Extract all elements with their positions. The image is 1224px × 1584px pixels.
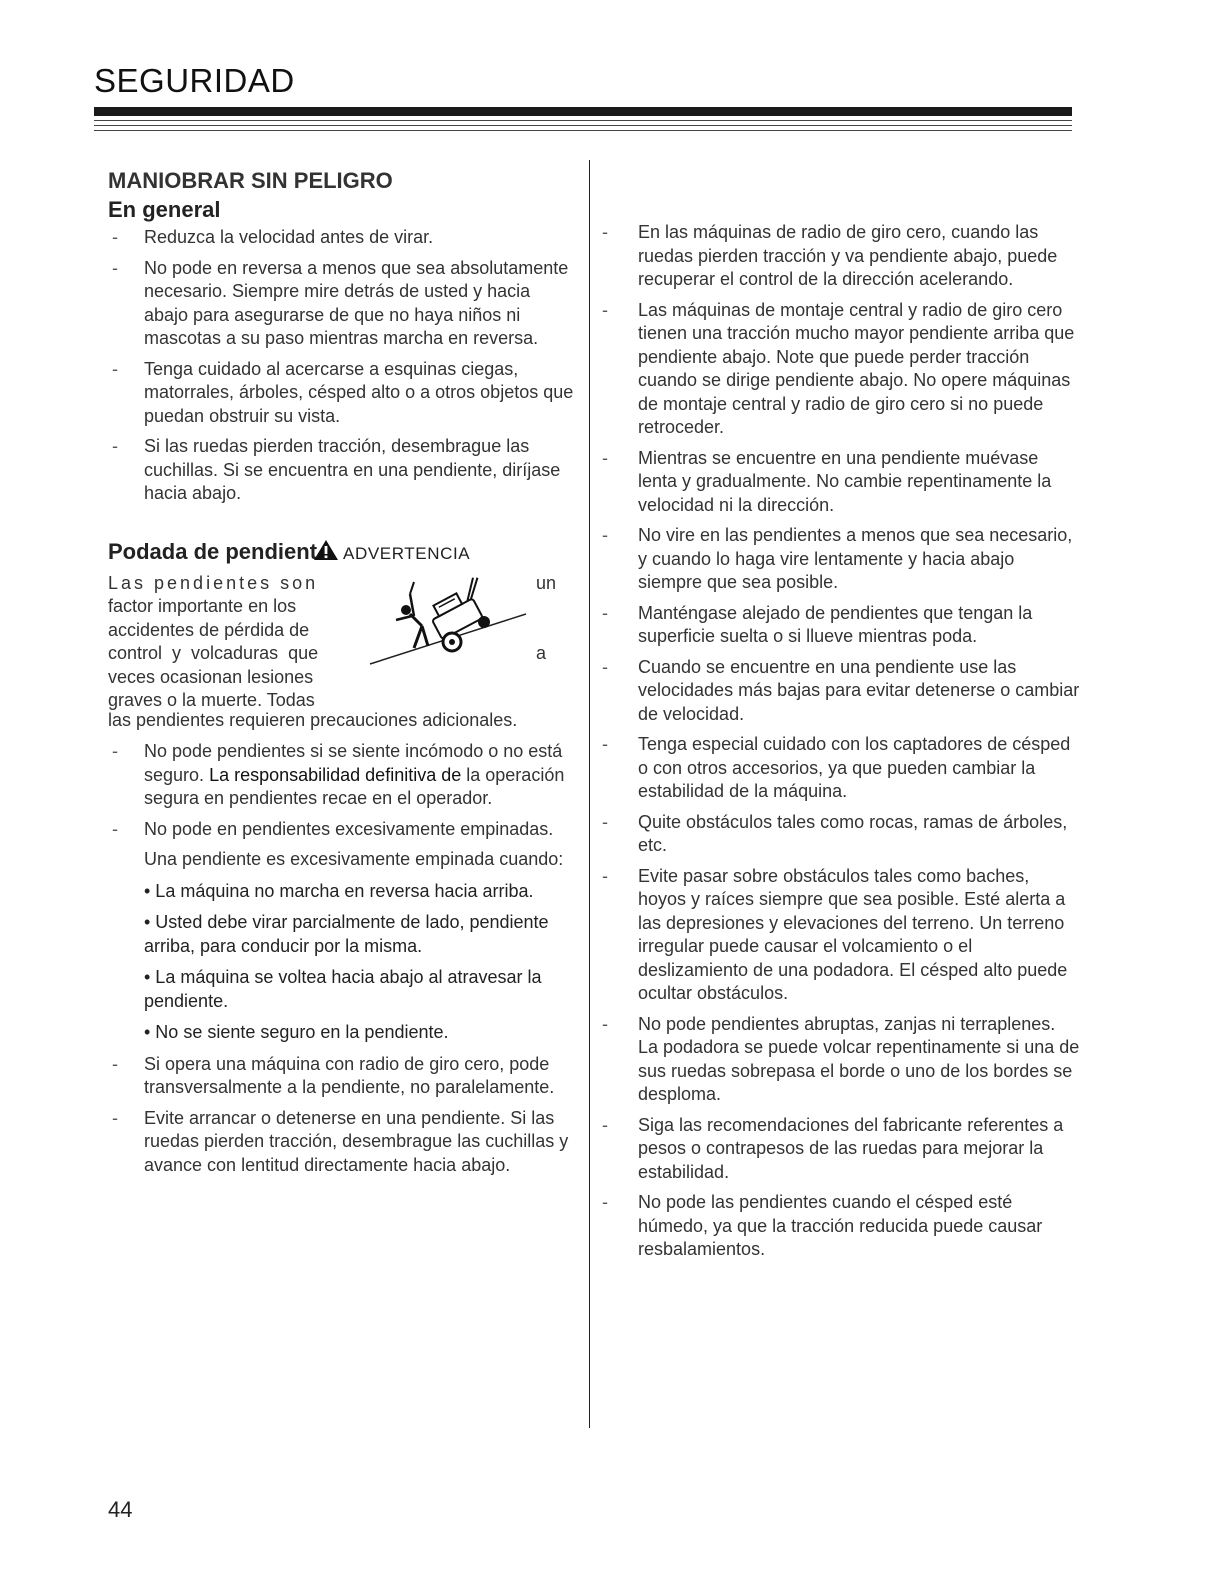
slope-mower-illustration	[366, 574, 536, 669]
list-item: - No pode en reversa a menos que sea absolutamente necesario. Siempre mire detrás de usted y hacia abajo para asegurarse de que no haya niños ni mascotas a su paso mientras marcha en reversa.	[112, 257, 569, 348]
list-item: - Reduzca la velocidad antes de virar.	[112, 227, 434, 247]
general-list	[108, 226, 578, 506]
list-item: - Cuando se encuentre en una pendiente use las velocidades más bajas para evitar detenerse o cambiar de velocidad.	[602, 656, 1080, 724]
steep-note: Una pendiente es excesivamente empinada cuando:	[144, 849, 564, 869]
list-item: - Tenga especial cuidado con los captadores de césped o con otros accesorios, ya que pueden cambiar la estabilidad de la máquina.	[602, 734, 1071, 801]
list-item: - En las máquinas de radio de giro cero, cuando las ruedas pierden tracción y va pendiente abajo, puede recuperar el control de la dirección acelerando.	[602, 222, 1058, 289]
header-rule-thick	[94, 107, 1072, 116]
list-item: - No pode las pendientes cuando el césped esté húmedo, ya que la tracción reducida puede causar resbalamientos.	[602, 1192, 1043, 1259]
steep-bullet: • La máquina se voltea hacia abajo al atravesar la pendiente.	[144, 967, 542, 1011]
right-list	[600, 221, 1080, 1262]
list-item: - Siga las recomendaciones del fabricante referentes a pesos o contrapesos de las ruedas para mejorar la estabilidad.	[602, 1114, 1064, 1182]
slopes-list	[108, 740, 578, 841]
header-rule-thin	[94, 125, 1072, 126]
list-item: - Mientras se encuentre en una pendiente muévase lenta y gradualmente. No cambie repentinamente la velocidad ni la dirección.	[602, 447, 1052, 515]
list-item: - No vire en las pendientes a menos que sea necesario, y cuando lo haga vire lentamente y hacia abajo siempre que sea posible.	[602, 525, 1073, 592]
slopes-heading: Podada de pendient ADVERTENCIA	[108, 538, 471, 564]
page-number: 44	[108, 1497, 133, 1522]
section-title: MANIOBRAR SIN PELIGRO	[108, 168, 393, 193]
right-column	[600, 221, 1080, 1269]
list-item: - Manténgase alejado de pendientes que tengan la superficie suelta o si llueve mientras poda.	[602, 602, 1033, 646]
list-item: - Si las ruedas pierden tracción, desembrague las cuchillas. Si se encuentra en una pendiente, diríjase hacia abajo.	[112, 436, 561, 503]
list-item: - Si opera una máquina con radio de giro cero, pode transversalmente a la pendiente, no paralelamente.	[112, 1053, 555, 1097]
warning-icon	[313, 539, 339, 561]
list-item: - No pode en pendientes excesivamente empinadas.	[112, 818, 554, 839]
list-item: - Quite obstáculos tales como rocas, ramas de árboles, etc.	[602, 811, 1068, 855]
slopes-intro-last-line: las pendientes requieren precauciones adicionales.	[108, 709, 518, 730]
list-item: - Las máquinas de montaje central y radio de giro cero tienen una tracción mucho mayor pendiente arriba que pendiente abajo. Note que puede perder tracción cuando se dirige pendiente abajo. No opere máquinas de montaje central y radio de giro cero si no puede retroceder.	[602, 299, 1075, 437]
warning-label: ADVERTENCIA	[343, 543, 471, 563]
list-item: - No pode pendientes si se siente incómodo o no está seguro. La responsabilidad definitiva de la operación segura en pendientes recae en el operador.	[112, 741, 565, 808]
steep-bullet: • Usted debe virar parcialmente de lado, pendiente arriba, para conducir por la misma.	[144, 912, 549, 956]
list-item: - No pode pendientes abruptas, zanjas ni terraplenes. La podadora se puede volcar repentinamente si una de sus ruedas sobrepasa el borde o uno de los bordes se desploma.	[602, 1013, 1080, 1104]
left-column	[108, 166, 578, 1184]
section-subtitle: En general	[108, 197, 221, 222]
list-item: - Evite arrancar o detenerse en una pendiente. Si las ruedas pierden tracción, desembrague las cuchillas y avance con lentitud directamente hacia abajo.	[112, 1107, 569, 1175]
steep-bullet: • La máquina no marcha en reversa hacia arriba.	[144, 880, 534, 901]
page-header-title: SEGURIDAD	[94, 62, 295, 99]
header-rule-thin	[94, 130, 1072, 131]
slopes-section	[108, 538, 578, 1178]
slopes-list-continued	[108, 1053, 578, 1178]
column-divider	[589, 160, 590, 1428]
header-rule-thin	[94, 120, 1072, 121]
list-item: - Evite pasar sobre obstáculos tales como baches, hoyos y raíces siempre que sea posible. Esté alerta a las depresiones y elevaciones del terreno. Un terreno irregular puede causar el volcamiento o el deslizamiento de una podadora. El césped alto puede ocultar obstáculos.	[602, 865, 1068, 1003]
slopes-intro: Las pendientes son un factor importante en los accidentes de pérdida de control y volcaduras que a veces ocasionan lesiones graves o la muerte. Todas	[108, 572, 557, 710]
list-item: - Tenga cuidado al acercarse a esquinas ciegas, matorrales, árboles, césped alto o a otros objetos que puedan obstruir su vista.	[112, 358, 574, 426]
steep-bullet: • No se siente seguro en la pendiente.	[144, 1022, 449, 1042]
